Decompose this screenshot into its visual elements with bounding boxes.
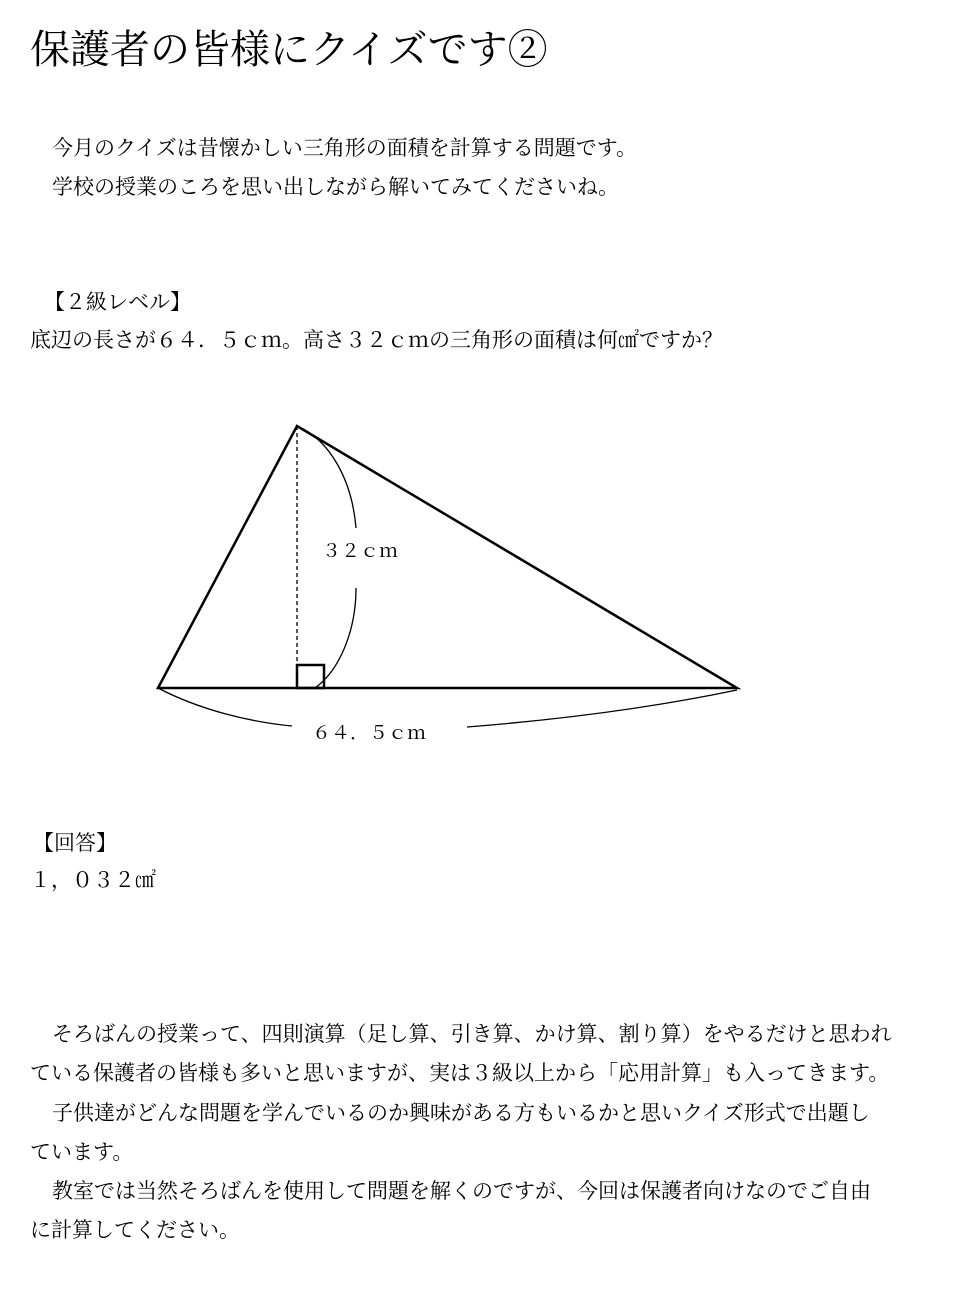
base-label: ６４．５ｃｍ — [312, 722, 427, 744]
body-line-4: ています。 — [30, 1140, 134, 1164]
body-line-1: そろばんの授業って、四則演算（足し算、引き算、かけ算、割り算）をやるだけと思われ — [52, 1022, 892, 1046]
height-brace-upper — [297, 426, 356, 528]
height-brace-lower — [315, 588, 356, 688]
question-text: 底辺の長さが６４．５ｃｍ。高さ３２ｃｍの三角形の面積は何㎠ですか？ — [30, 328, 723, 352]
triangle-figure — [0, 400, 974, 760]
body-line-2: ている保護者の皆様も多いと思いますが、実は３級以上から「応用計算」も入ってきます。 — [30, 1061, 890, 1085]
body-line-3: 子供達がどんな問題を学んでいるのか興味がある方もいるかと思いクイズ形式で出題し — [52, 1101, 870, 1125]
body-line-5: 教室では当然そろばんを使用して問題を解くのですが、今回は保護者向けなのでご自由 — [52, 1179, 871, 1203]
base-brace-left — [158, 688, 292, 726]
intro-line-2: 学校の授業のころを思い出しながら解いてみてくださいね。 — [52, 175, 619, 199]
body-line-6: に計算してください。 — [30, 1218, 240, 1242]
answer-heading: 【回答】 — [33, 831, 117, 855]
page-title: 保護者の皆様にクイズです② — [30, 27, 548, 73]
base-brace-right — [467, 690, 737, 727]
intro-line-1: 今月のクイズは昔懐かしい三角形の面積を計算する問題です。 — [52, 136, 638, 160]
height-label: ３２ｃｍ — [322, 540, 399, 562]
triangle-diagram — [0, 400, 974, 760]
answer-value: １，０３２㎠ — [30, 868, 156, 892]
triangle-shape — [158, 426, 737, 688]
level-heading: 【２級レベル】 — [44, 290, 191, 314]
